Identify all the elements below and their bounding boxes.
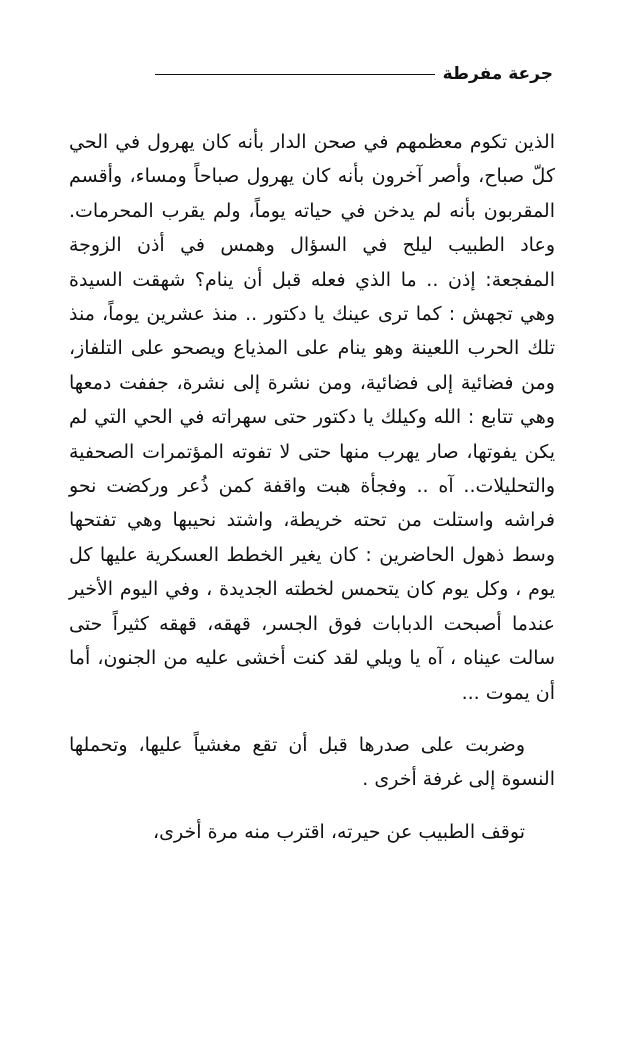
header-rule [155, 74, 435, 75]
running-header [155, 60, 553, 88]
chapter-title: جرعة مفرطة [442, 64, 553, 84]
paragraph-1: الذين تكوم معظمهم في صحن الدار بأنه كان يهرول في الحي كلّ صباح، وأصر آخرون بأنه كان يهرول صباحاً ومساء، وأقسم المقربون بأنه لم يدخن في حياته يوماً، ولم يقرب المحرمات. وعاد الطبيب ليلح في السؤال وهمس في أذن الزوجة المفجعة: إذن .. ما الذي فعله قبل أن ينام؟ شهقت السيدة وهي تجهش : كما ترى عينك يا دكتور .. منذ عشرين يوماً، منذ تلك الحرب اللعينة وهو ينام على المذياع ويصحو على التلفاز، ومن فضائية إلى فضائية، ومن نشرة إلى نشرة، جففت دمعها وهي تتابع : الله وكيلك يا دكتور حتى سهراته في الحي التي لم يكن يفوتها، صار يهرب منها حتى لا تفوته المؤتمرات الصحفية والتحليلات.. آه .. وفجأة هبت واقفة كمن ذُعر وركضت نحو فراشه واستلت من تحته خريطة، واشتد نحيبها وهي تفتحها وسط ذهول الحاضرين : كان يغير الخطط العسكرية عليها كل يوم ، وكل يوم كان يتحمس لخطته الجديدة ، وفي اليوم الأخير عندما أصبحت الدبابات فوق الجسر، قهقه، قهقه كثيراً حتى سالت عيناه ، آه يا ويلي لقد كنت أخشى عليه من الجنون، أما أن يموت ... [69, 131, 555, 704]
paragraph-2: وضربت على صدرها قبل أن تقع مغشياً عليها، وتحملها النسوة إلى غرفة أخرى . [69, 733, 555, 791]
body-text [69, 125, 555, 849]
paragraph-3: توقف الطبيب عن حيرته، اقترب منه مرة أخرى، [153, 820, 525, 843]
